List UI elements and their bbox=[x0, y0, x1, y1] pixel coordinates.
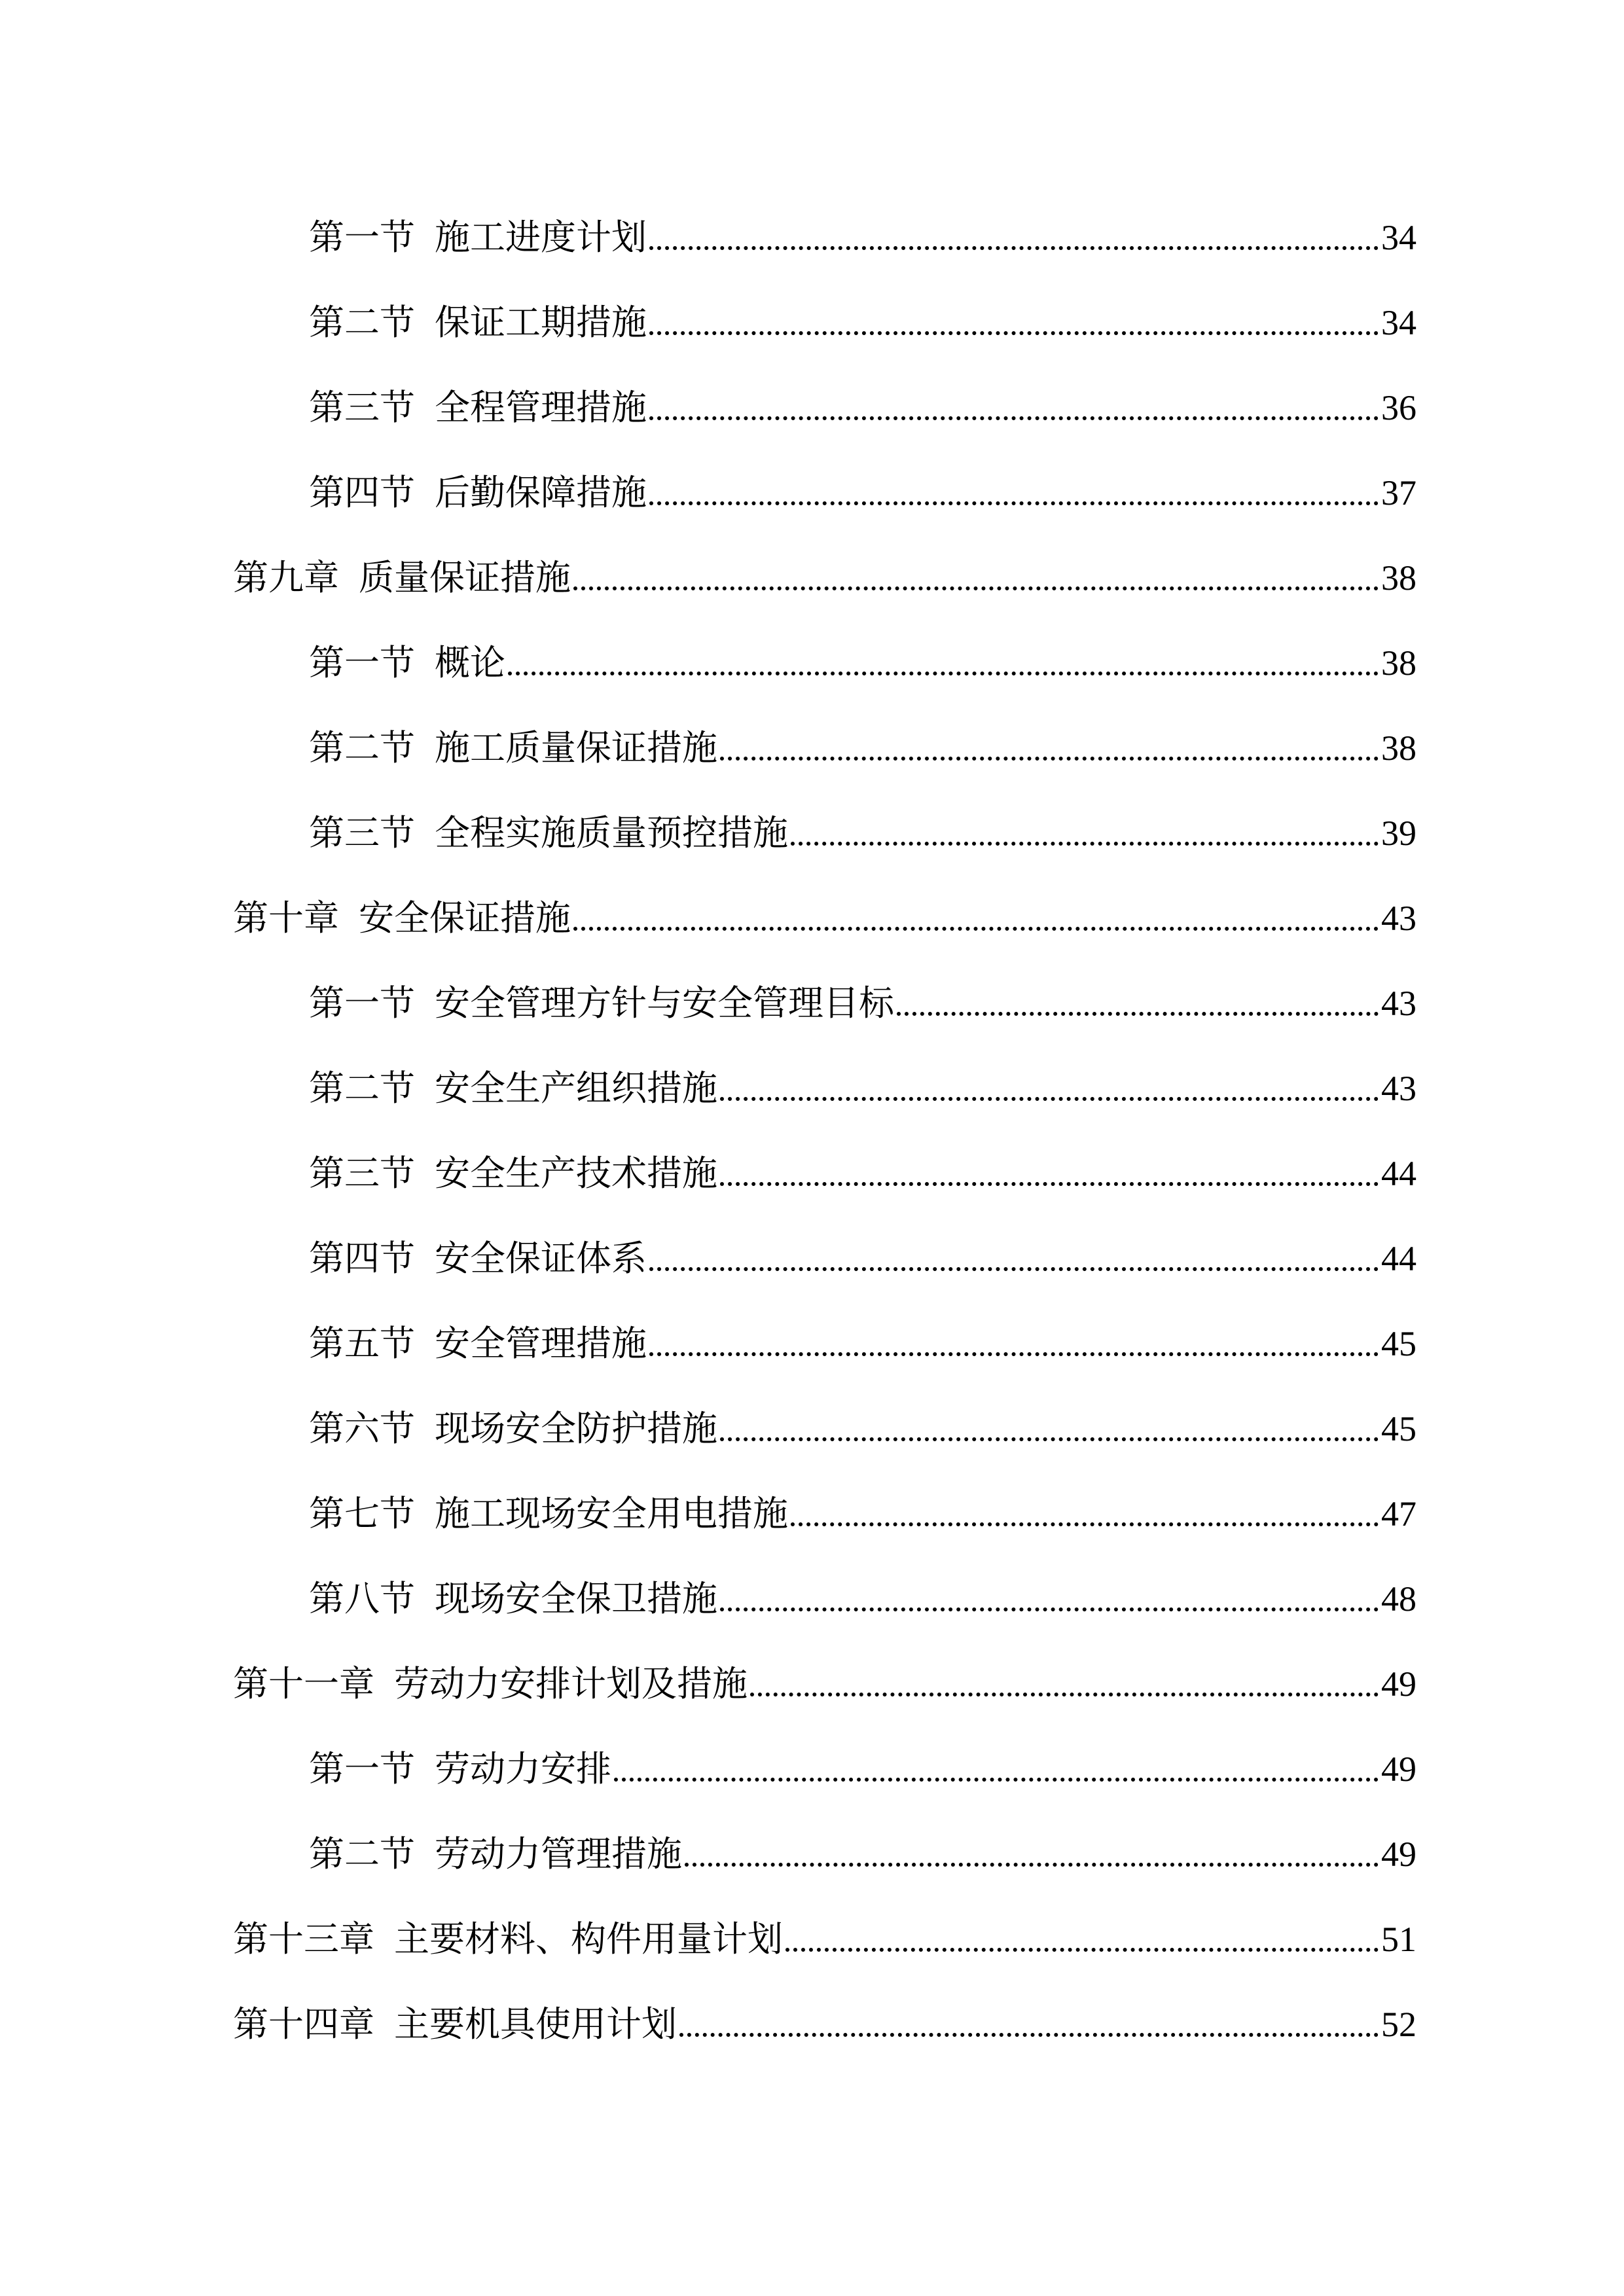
toc-chapter-entry[interactable] bbox=[233, 889, 1416, 948]
toc-entry-label: 第四节 bbox=[309, 1238, 415, 1279]
toc-entry-title: 施工质量保证措施 bbox=[435, 727, 717, 768]
dot-leader bbox=[573, 586, 1379, 590]
toc-entry-label: 第三节 bbox=[309, 387, 415, 428]
toc-entry-label: 第一节 bbox=[309, 642, 415, 683]
toc-entry-label: 第四节 bbox=[309, 472, 415, 513]
toc-entry-page: 38 bbox=[1381, 728, 1416, 768]
toc-entry-page: 52 bbox=[1381, 2005, 1416, 2044]
toc-entry-title: 安全保证体系 bbox=[435, 1238, 647, 1279]
toc-entry[interactable] bbox=[309, 804, 1416, 863]
dot-leader bbox=[508, 672, 1379, 675]
toc-entry-title: 安全生产技术措施 bbox=[435, 1153, 717, 1194]
toc-entry-page: 51 bbox=[1381, 1920, 1416, 1959]
toc-entry-label: 第十章 bbox=[233, 897, 339, 939]
toc-entry[interactable] bbox=[309, 1484, 1416, 1543]
dot-leader bbox=[614, 1778, 1379, 1782]
toc-entry-title: 主要材料、构件用量计划 bbox=[394, 1918, 783, 1960]
toc-entry-label: 第五节 bbox=[309, 1323, 415, 1364]
toc-entry-page: 47 bbox=[1381, 1494, 1416, 1534]
toc-entry-title: 质量保证措施 bbox=[359, 557, 571, 598]
toc-entry-title: 安全生产组织措施 bbox=[435, 1067, 717, 1109]
toc-entry-page: 34 bbox=[1381, 218, 1416, 257]
toc-entry[interactable] bbox=[309, 634, 1416, 692]
dot-leader bbox=[685, 1863, 1379, 1867]
dot-leader bbox=[897, 1012, 1379, 1016]
dot-leader bbox=[791, 842, 1379, 846]
toc-entry-page: 38 bbox=[1381, 643, 1416, 683]
toc-chapter-entry[interactable] bbox=[233, 1655, 1416, 1713]
toc-entry-page: 43 bbox=[1381, 1069, 1416, 1108]
toc-entry-page: 39 bbox=[1381, 814, 1416, 853]
dot-leader bbox=[791, 1522, 1379, 1526]
toc-entry-title: 劳动力安排 bbox=[435, 1748, 611, 1789]
dot-leader bbox=[785, 1948, 1379, 1952]
toc-entry-label: 第一节 bbox=[309, 1748, 415, 1789]
toc-entry[interactable] bbox=[309, 1570, 1416, 1628]
toc-entry-page: 44 bbox=[1381, 1154, 1416, 1193]
dot-leader bbox=[649, 1267, 1379, 1271]
toc-entry-label: 第十四章 bbox=[233, 2003, 374, 2045]
toc-entry-page: 45 bbox=[1381, 1324, 1416, 1363]
toc-entry[interactable] bbox=[309, 1144, 1416, 1203]
toc-entry-label: 第三节 bbox=[309, 1153, 415, 1194]
toc-entry[interactable] bbox=[309, 378, 1416, 437]
dot-leader bbox=[720, 1097, 1379, 1101]
dot-leader bbox=[720, 1607, 1379, 1611]
toc-entry-label: 第一节 bbox=[309, 217, 415, 258]
toc-entry-page: 49 bbox=[1381, 1664, 1416, 1704]
toc-entry[interactable] bbox=[309, 463, 1416, 522]
toc-entry-page: 43 bbox=[1381, 984, 1416, 1023]
toc-entry-label: 第二节 bbox=[309, 1067, 415, 1109]
toc-entry-page: 37 bbox=[1381, 473, 1416, 512]
toc-entry[interactable] bbox=[309, 1059, 1416, 1118]
toc-entry-page: 43 bbox=[1381, 899, 1416, 938]
toc-entry-title: 保证工期措施 bbox=[435, 302, 647, 343]
toc-entry-page: 49 bbox=[1381, 1749, 1416, 1789]
toc-entry-label: 第十三章 bbox=[233, 1918, 374, 1960]
toc-entry[interactable] bbox=[309, 293, 1416, 352]
toc-entry-label: 第二节 bbox=[309, 302, 415, 343]
toc-entry-title: 主要机具使用计划 bbox=[394, 2003, 677, 2045]
toc-entry-label: 第八节 bbox=[309, 1578, 415, 1619]
toc-entry-label: 第一节 bbox=[309, 982, 415, 1024]
toc-entry-page: 44 bbox=[1381, 1239, 1416, 1278]
toc-entry-title: 安全管理方针与安全管理目标 bbox=[435, 982, 894, 1024]
dot-leader bbox=[649, 501, 1379, 505]
toc-chapter-entry[interactable] bbox=[233, 1910, 1416, 1969]
toc-entry[interactable] bbox=[309, 974, 1416, 1033]
toc-entry-label: 第六节 bbox=[309, 1408, 415, 1449]
toc-entry-page: 45 bbox=[1381, 1409, 1416, 1448]
toc-entry[interactable] bbox=[309, 719, 1416, 778]
dot-leader bbox=[649, 331, 1379, 335]
toc-entry-title: 概论 bbox=[435, 642, 505, 683]
toc-entry-title: 现场安全保卫措施 bbox=[435, 1578, 717, 1619]
dot-leader bbox=[720, 1437, 1379, 1441]
toc-entry-title: 全程实施质量预控措施 bbox=[435, 812, 788, 853]
toc-entry-title: 安全保证措施 bbox=[359, 897, 571, 939]
toc-entry-title: 全程管理措施 bbox=[435, 387, 647, 428]
toc-entry-page: 48 bbox=[1381, 1579, 1416, 1619]
toc-entry[interactable] bbox=[309, 1314, 1416, 1373]
toc-entry[interactable] bbox=[309, 1399, 1416, 1458]
toc-chapter-entry[interactable] bbox=[233, 548, 1416, 607]
toc-entry-title: 施工进度计划 bbox=[435, 217, 647, 258]
dot-leader bbox=[750, 1693, 1379, 1696]
dot-leader bbox=[649, 246, 1379, 250]
toc-entry[interactable] bbox=[309, 1229, 1416, 1288]
toc-entry-page: 34 bbox=[1381, 303, 1416, 342]
toc-entry-title: 后勤保障措施 bbox=[435, 472, 647, 513]
toc-entry-label: 第九章 bbox=[233, 557, 339, 598]
toc-entry-title: 安全管理措施 bbox=[435, 1323, 647, 1364]
toc-entry[interactable] bbox=[309, 1740, 1416, 1799]
dot-leader bbox=[573, 927, 1379, 931]
toc-entry-label: 第二节 bbox=[309, 1833, 415, 1874]
toc-entry-label: 第三节 bbox=[309, 812, 415, 853]
toc-entry-label: 第七节 bbox=[309, 1493, 415, 1534]
toc-entry-label: 第十一章 bbox=[233, 1663, 374, 1704]
dot-leader bbox=[679, 2033, 1379, 2037]
toc-entry-label: 第二节 bbox=[309, 727, 415, 768]
toc-entry[interactable] bbox=[309, 1825, 1416, 1884]
dot-leader bbox=[649, 1352, 1379, 1356]
toc-chapter-entry[interactable] bbox=[233, 1995, 1416, 2054]
toc-entry-title: 施工现场安全用电措施 bbox=[435, 1493, 788, 1534]
toc-entry-title: 劳动力安排计划及措施 bbox=[394, 1663, 748, 1704]
toc-entry-title: 劳动力管理措施 bbox=[435, 1833, 682, 1874]
toc-entry[interactable] bbox=[309, 208, 1416, 267]
toc-entry-page: 38 bbox=[1381, 558, 1416, 598]
toc-entry-title: 现场安全防护措施 bbox=[435, 1408, 717, 1449]
toc-entry-page: 49 bbox=[1381, 1835, 1416, 1874]
dot-leader bbox=[720, 1182, 1379, 1186]
dot-leader bbox=[720, 757, 1379, 761]
toc-entry-page: 36 bbox=[1381, 388, 1416, 427]
dot-leader bbox=[649, 416, 1379, 420]
